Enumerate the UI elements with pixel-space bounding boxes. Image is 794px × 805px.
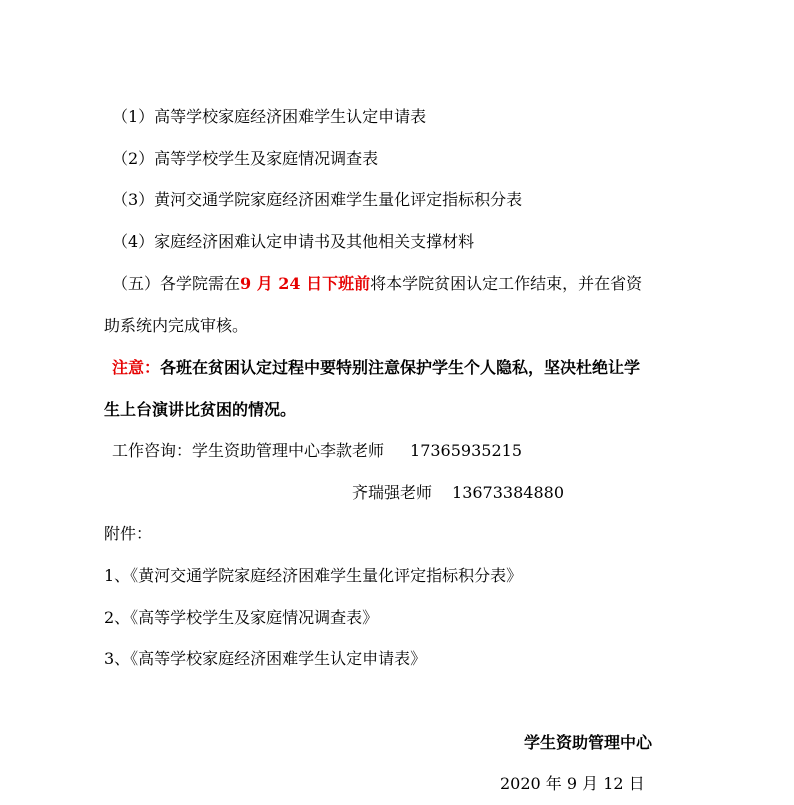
- attachment-3: 3、《高等学校家庭经济困难学生认定申请表》: [104, 649, 427, 668]
- deadline-highlight: 9 月 24 日下班前: [240, 274, 371, 293]
- signature-date: 2020 年 9 月 12 日: [500, 774, 645, 793]
- item-3: （3）黄河交通学院家庭经济困难学生量化评定指标积分表: [112, 190, 523, 209]
- item-5-prefix: （五）各学院需在: [112, 274, 241, 293]
- item-1: （1）高等学校家庭经济困难学生认定申请表: [112, 107, 427, 126]
- notice-line-2: 生上台演讲比贫困的情况。: [104, 400, 297, 419]
- consult-phone-1: 17365935215: [410, 441, 522, 460]
- notice-label: 注意：: [112, 358, 161, 377]
- item-5-continuation: 助系统内完成审核。: [104, 316, 249, 335]
- item-5: [112, 274, 642, 294]
- notice-text-1: 各班在贫困认定过程中要特别注意保护学生个人隐私，坚决杜绝让学: [160, 358, 641, 377]
- consult-line-1: [112, 441, 522, 461]
- signature-org: 学生资助管理中心: [524, 733, 653, 752]
- attachment-1: 1、《黄河交通学院家庭经济困难学生量化评定指标积分表》: [104, 566, 523, 585]
- item-2: （2）高等学校学生及家庭情况调查表: [112, 149, 379, 168]
- item-4: （4）家庭经济困难认定申请书及其他相关支撑材料: [112, 232, 475, 251]
- attachment-2: 2、《高等学校学生及家庭情况调查表》: [104, 608, 379, 627]
- consult-prefix: 工作咨询：学生资助管理中心李款老师: [112, 441, 385, 460]
- attachments-title: 附件：: [104, 524, 153, 543]
- consult-line-2: [352, 483, 564, 503]
- consult-name-2: 齐瑞强老师: [352, 483, 433, 502]
- item-5-suffix: 将本学院贫困认定工作结束，并在省资: [370, 274, 643, 293]
- consult-phone-2: 13673384880: [452, 483, 564, 502]
- notice-line-1: [112, 358, 640, 378]
